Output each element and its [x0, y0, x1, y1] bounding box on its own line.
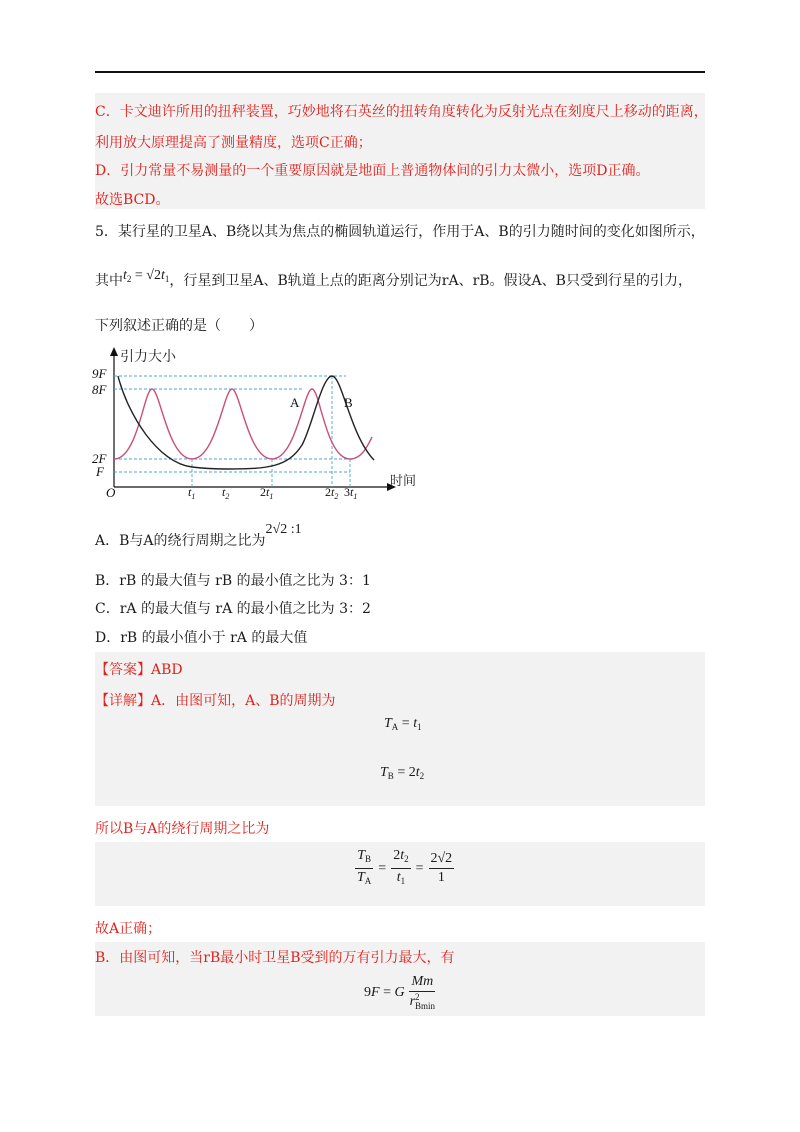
- conclusion-bcd: 故选BCD。: [95, 192, 170, 208]
- option-d: D．rB 的最小值小于 rA 的最大值: [95, 630, 308, 646]
- y-axis-arrow: [110, 347, 118, 356]
- origin-label: O: [106, 485, 116, 500]
- b-equation: 9F = G Mm r 2 Bmin: [364, 974, 436, 1011]
- detail-intro: 【详解】A．由图可知，A、B的周期为: [95, 693, 336, 709]
- a-correct: 故A正确；: [95, 921, 162, 937]
- y-tick-f: F: [96, 464, 104, 479]
- top-rule: [95, 71, 705, 73]
- question-line1: 5．某行星的卫星A、B绕以其为焦点的椭圆轨道运行，作用于A、B的引力随时间的变化如图所示，: [95, 224, 705, 240]
- ratio-equation: $\frac{T_B}{T_A}$ = $\frac{2t_2}{t_1}$ = $\frac{2√2}{1}$: [357, 848, 453, 886]
- x-tick-t2: $t_2$: [222, 485, 230, 500]
- question-line2-rest: ，行星到卫星A、B轨道上点的距离分别记为rA、rB。假设A、B只受到行星的引力，: [169, 273, 692, 289]
- y-axis-label: 引力大小: [120, 350, 176, 365]
- y-tick-8f: 8F: [92, 382, 107, 397]
- force-time-graph: [88, 345, 428, 500]
- question-line2-prefix: 其中: [95, 273, 123, 289]
- x-axis-label: 时间: [390, 473, 417, 488]
- question-line2: [95, 270, 692, 290]
- curve-a-label: A: [290, 395, 300, 410]
- option-c: C．rA 的最大值与 rA 的最小值之比为 3：2: [95, 601, 371, 617]
- x-tick-t1: $t_1$: [188, 485, 196, 500]
- ratio-text: 所以B与A的绕行周期之比为: [95, 821, 270, 837]
- x-tick-2t1: $2t_1$: [260, 485, 274, 500]
- option-b: B．rB 的最大值与 rB 的最小值之比为 3：1: [95, 573, 371, 589]
- b-explanation: B．由图可知，当rB最小时卫星B受到的万有引力最大，有: [95, 950, 455, 966]
- y-tick-9f: 9F: [92, 366, 107, 381]
- eq-ta: $T_A = t_1$: [384, 716, 422, 732]
- option-d-explanation: D．引力常量不易测量的一个重要原因就是地面上普通物体间的引力太微小，选项D正确。: [95, 163, 650, 179]
- answer-label: 【答案】ABD: [95, 662, 183, 678]
- x-tick-3t1: $3t_1$: [344, 485, 358, 500]
- option-a: [95, 522, 302, 550]
- eq-tb: $T_B = 2t_2$: [380, 765, 425, 781]
- option-c-explanation-line2: 利用放大原理提高了测量精度，选项C正确；: [95, 135, 372, 151]
- t2-formula: $t_2 = √2t_1$: [123, 268, 170, 284]
- y-tick-2f: 2F: [92, 451, 107, 466]
- x-tick-2t2: $2t_2$: [325, 485, 339, 500]
- option-a-text: A．B与A的绕行周期之比为: [95, 533, 266, 549]
- curve-b-label: B: [344, 395, 353, 410]
- question-line3: 下列叙述正确的是（ ）: [95, 318, 263, 334]
- curve-a: [114, 389, 372, 459]
- option-c-explanation-line1: C．卡文迪许所用的扭秤装置，巧妙地将石英丝的扭转角度转化为反射光点在刻度尺上移动的距离，: [95, 104, 708, 120]
- option-a-ratio: 2√2 :1: [265, 522, 302, 537]
